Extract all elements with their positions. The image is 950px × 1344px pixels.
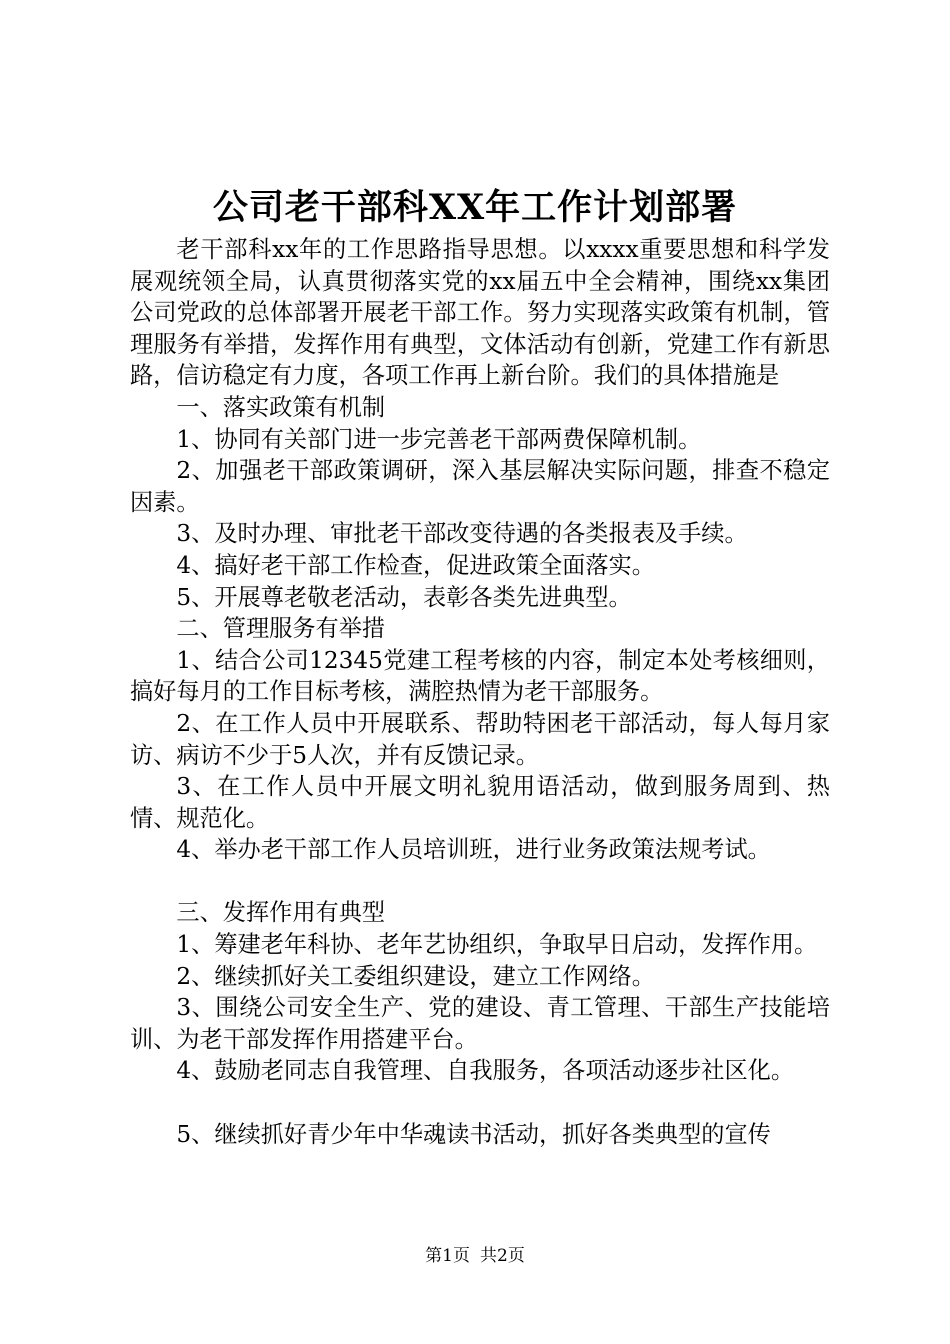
list-item: 1、协同有关部门进一步完善老干部两费保障机制。	[176, 425, 702, 453]
list-item: 3、在工作人员中开展文明礼貌用语活动，做到服务周到、热情、规范化。	[130, 773, 830, 832]
blank-line	[130, 1087, 830, 1119]
list-item: 2、加强老干部政策调研，深入基层解决实际问题，排查不稳定因素。	[130, 457, 830, 516]
page-footer	[0, 1244, 950, 1268]
list-item: 2、继续抓好关工委组织建设，建立工作网络。	[176, 962, 655, 990]
list-item: 4、举办老干部工作人员培训班，进行业务政策法规考试。	[176, 836, 771, 864]
document-body	[130, 234, 830, 1150]
list-item: 1、筹建老年科协、老年艺协组织，争取早日启动，发挥作用。	[176, 931, 818, 959]
list-item: 1、结合公司12345党建工程考核的内容，制定本处考核细则，搞好每月的工作目标考核，满腔热情为老干部服务。	[130, 646, 830, 706]
page-number-total: 共2页	[480, 1246, 525, 1266]
blank-line	[130, 866, 830, 898]
list-item: 2、在工作人员中开展联系、帮助特困老干部活动，每人每月家访、病访不少于5人次，并有反馈记录。	[130, 709, 830, 769]
section-heading-3: 三、发挥作用有典型	[176, 899, 386, 927]
page-number-current: 第1页	[425, 1246, 470, 1266]
section-heading-2: 二、管理服务有举措	[176, 615, 386, 643]
page-title: 公司老干部科XX年工作计划部署	[212, 187, 738, 228]
list-item: 3、及时办理、审批老干部改变待遇的各类报表及手续。	[176, 520, 748, 548]
list-item: 5、开展尊老敬老活动，表彰各类先进典型。	[176, 583, 632, 611]
section-heading-1: 一、落实政策有机制	[176, 393, 386, 421]
list-item: 3、围绕公司安全生产、党的建设、青工管理、干部生产技能培训、为老干部发挥作用搭建平台。	[130, 994, 830, 1053]
list-item: 4、搞好老干部工作检查，促进政策全面落实。	[176, 551, 655, 579]
intro-paragraph: 老干部科xx年的工作思路指导思想。以xxxx重要思想和科学发展观统领全局，认真贯彻落实党的xx届五中全会精神，围绕xx集团公司党政的总体部署开展老干部工作。努力实现落实政策有机制，管理服务有举措，发挥作用有典型，文体活动有创新，党建工作有新思路，信访稳定有力度，各项工作再上新台阶。我们的具体措施是	[130, 236, 830, 390]
list-item: 4、鼓励老同志自我管理、自我服务，各项活动逐步社区化。	[176, 1057, 795, 1085]
list-item: 5、继续抓好青少年中华魂读书活动，抓好各类典型的宣传	[176, 1120, 771, 1148]
